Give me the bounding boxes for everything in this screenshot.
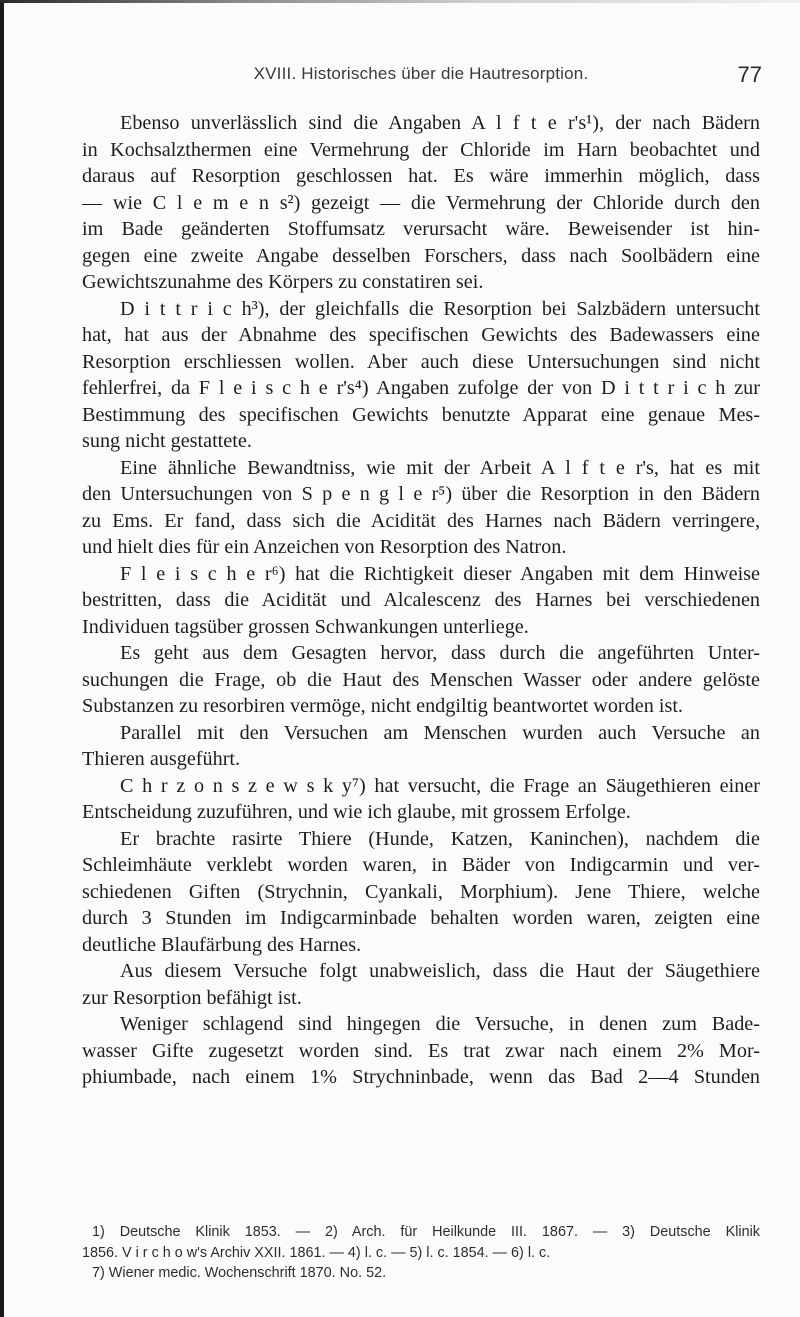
- text-line: Er brachte rasirte Thiere (Hunde, Katzen, Kaninchen), nachdem die: [120, 827, 760, 850]
- footnote-line: 7) Wiener medic. Wochenschrift 1870. No. 52.: [92, 1265, 387, 1281]
- text-line: Schleimhäute verklebt worden waren, in Bäder von Indigcarmin und ver-: [82, 854, 760, 876]
- page-number: 77: [737, 62, 762, 87]
- text-line: schiedenen Giften (Strychnin, Cyankali, Morphium). Jene Thiere, welche: [82, 880, 760, 903]
- text-line: durch 3 Stunden im Indigcarminbade behalten worden waren, zeigten eine: [82, 907, 760, 929]
- text-line: — wie C l e m e n s²) gezeigt — die Vermehrung der Chloride durch den: [82, 191, 760, 214]
- text-line: fehlerfrei, da F l e i s c h e r's⁴) Angaben zufolge der von D i t t r i c h zur: [82, 377, 760, 399]
- text-line: Entscheidung zuzuführen, und wie ich glaube, mit grossem Erfolge.: [82, 801, 631, 823]
- text-line: Eine ähnliche Bewandtniss, wie mit der Arbeit A l f t e r's, hat es mit: [120, 456, 760, 479]
- text-line: Thieren ausgeführt.: [82, 748, 241, 770]
- text-line: Bestimmung des specifischen Gewichts benutzte Apparat eine genaue Mes-: [82, 403, 760, 426]
- text-line: suchungen die Frage, ob die Haut des Menschen Wasser oder andere gelöste: [82, 668, 760, 691]
- text-line: Weniger schlagend sind hingegen die Versuche, in denen zum Bade-: [120, 1013, 760, 1035]
- text-line: wasser Gifte zugesetzt worden sind. Es trat zwar nach einem 2% Mor-: [82, 1039, 760, 1062]
- text-line: gegen eine zweite Angabe desselben Forschers, dass nach Soolbädern eine: [82, 244, 760, 267]
- text-line: phiumbade, nach einem 1% Strychninbade, wenn das Bad 2—4 Stunden: [82, 1066, 760, 1088]
- text-line: sung nicht gestattete.: [82, 430, 252, 452]
- running-head: [80, 64, 762, 94]
- text-line: Parallel mit den Versuchen am Menschen wurden auch Versuche an: [120, 721, 760, 744]
- text-line: Ebenso unverlässlich sind die Angaben A l f t e r's¹), der nach Bädern: [120, 112, 760, 134]
- text-line: daraus auf Resorption geschlossen hat. Es wäre immerhin möglich, dass: [82, 165, 760, 187]
- body-text: [82, 110, 760, 1091]
- text-line: Individuen tagsüber grossen Schwankungen unterliege.: [82, 615, 529, 638]
- text-line: Resorption erschliessen wollen. Aber auch diese Untersuchungen sind nicht: [82, 350, 760, 373]
- text-line: Gewichtszunahme des Körpers zu constatiren sei.: [82, 271, 484, 293]
- text-line: den Untersuchungen von S p e n g l e r⁵) über die Resorption in den Bädern: [82, 483, 760, 505]
- text-line: in Kochsalzthermen eine Vermehrung der Chloride im Harn beobachtet und: [82, 138, 760, 161]
- running-title: XVIII. Historisches über die Hautresorption.: [253, 64, 589, 83]
- text-line: Substanzen zu resorbiren vermöge, nicht endgiltig beantwortet worden ist.: [82, 695, 683, 717]
- text-line: hat, hat aus der Abnahme des specifischen Gewichts des Badewassers eine: [82, 324, 760, 346]
- text-line: und hielt dies für ein Anzeichen von Resorption des Natron.: [82, 536, 567, 558]
- text-line: deutliche Blaufärbung des Harnes.: [82, 933, 362, 956]
- text-line: Es geht aus dem Gesagten hervor, dass durch die angeführten Unter-: [120, 642, 760, 664]
- scan-edge-left: [0, 0, 4, 1317]
- text-line: Aus diesem Versuche folgt unabweislich, dass die Haut der Säugethiere: [120, 960, 760, 982]
- text-line: C h r z o n s z e w s k y⁷) hat versucht, die Frage an Säugethieren einer: [120, 774, 760, 797]
- text-line: bestritten, dass die Acidität und Alcalescenz des Harnes bei verschiedenen: [82, 589, 760, 611]
- footnote-line: 1856. V i r c h o w's Archiv XXII. 1861. — 4) l. c. — 5) l. c. 1854. — 6) l. c.: [82, 1244, 551, 1261]
- text-line: D i t t r i c h³), der gleichfalls die Resorption bei Salzbädern untersucht: [120, 297, 760, 320]
- text-line: F l e i s c h e r⁶) hat die Richtigkeit dieser Angaben mit dem Hinweise: [120, 562, 760, 585]
- footnote-line: 1) Deutsche Klinik 1853. — 2) Arch. für Heilkunde III. 1867. — 3) Deutsche Klinik: [92, 1224, 760, 1240]
- footnotes: [82, 1222, 760, 1284]
- text-line: zu Ems. Er fand, dass sich die Acidität des Harnes nach Bädern verringere,: [82, 509, 760, 532]
- scan-edge-top: [0, 0, 800, 3]
- text-line: zur Resorption befähigt ist.: [82, 986, 302, 1009]
- text-line: im Bade geänderten Stoffumsatz verursacht wäre. Beweisender ist hin-: [82, 218, 760, 240]
